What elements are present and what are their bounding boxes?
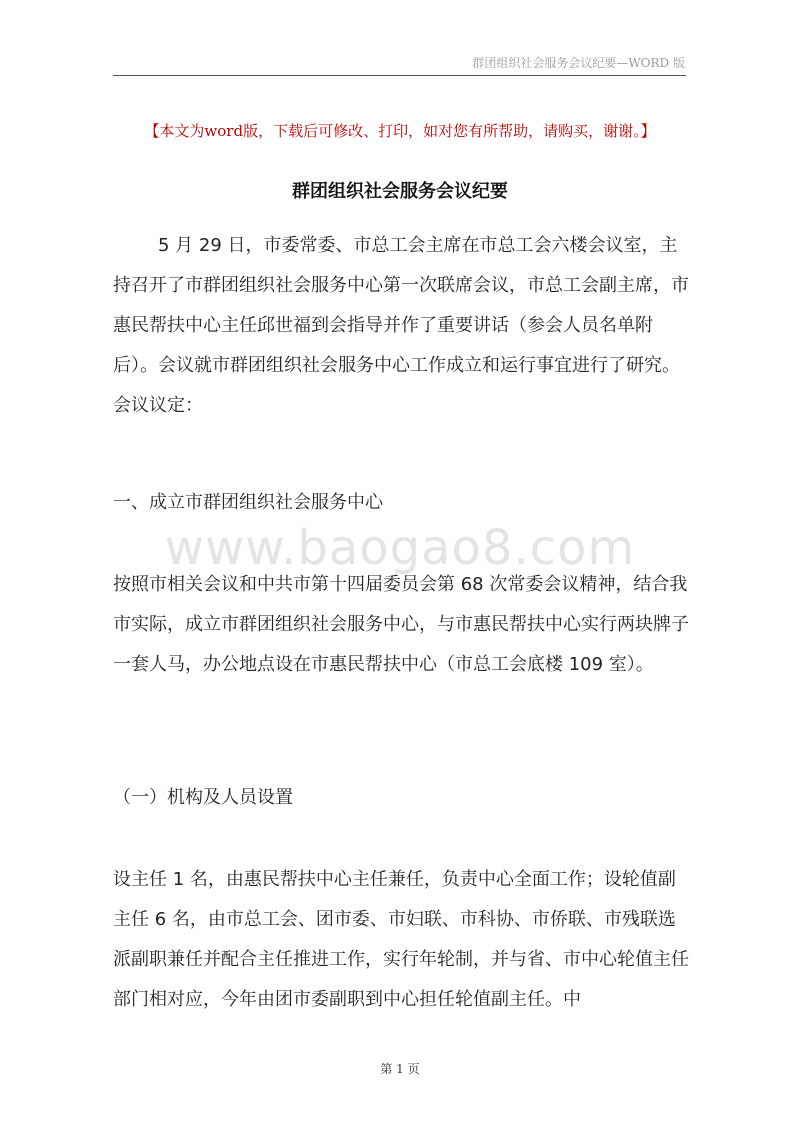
download-notice: 【本文为word版，下载后可修改、打印，如对您有所帮助，请购买，谢谢。】	[144, 122, 656, 140]
body-paragraph-2	[113, 565, 689, 685]
subsection-heading-1	[113, 778, 689, 818]
heading-text: （一）机构及人员设置	[113, 787, 293, 808]
paragraph-text: 按照市相关会议和中共市第十四届委员会第 68 次常委会议精神，结合我市实际，成立市群团组织社会服务中心，与市惠民帮扶中心实行两块牌子一套人马，办公地点设在市惠民帮扶中心（市总工会底楼 109 室）。	[113, 574, 689, 675]
document-title: 群团组织社会服务会议纪要	[292, 181, 508, 202]
page-number: 第 1 页	[380, 1062, 420, 1076]
watermark: www.baogao8.com	[164, 520, 636, 576]
section-heading-1	[113, 483, 689, 523]
body-paragraph-1	[113, 226, 689, 426]
paragraph-text: 5 月 29 日，市委常委、市总工会主席在市总工会六楼会议室，主持召开了市群团组织社会服务中心第一次联席会议，市总工会副主席，市惠民帮扶中心主任邱世福到会指导并作了重要讲话（参会人员名单附后）。会议就市群团组织社会服务中心工作成立和运行事宜进行了研究。会议议定：	[113, 235, 689, 416]
header-divider	[113, 75, 686, 76]
body-paragraph-3	[113, 860, 689, 1020]
heading-text: 一、成立市群团组织社会服务中心	[113, 492, 383, 513]
paragraph-text: 设主任 1 名，由惠民帮扶中心主任兼任，负责中心全面工作；设轮值副主任 6 名，由市总工会、团市委、市妇联、市科协、市侨联、市残联选派副职兼任并配合主任推进工作，实行年轮制，并与省、市中心轮值主任部门相对应，今年由团市委副职到中心担任轮值副主任。中	[113, 869, 689, 1010]
running-header: 群团组织社会服务会议纪要—WORD 版	[472, 56, 685, 70]
